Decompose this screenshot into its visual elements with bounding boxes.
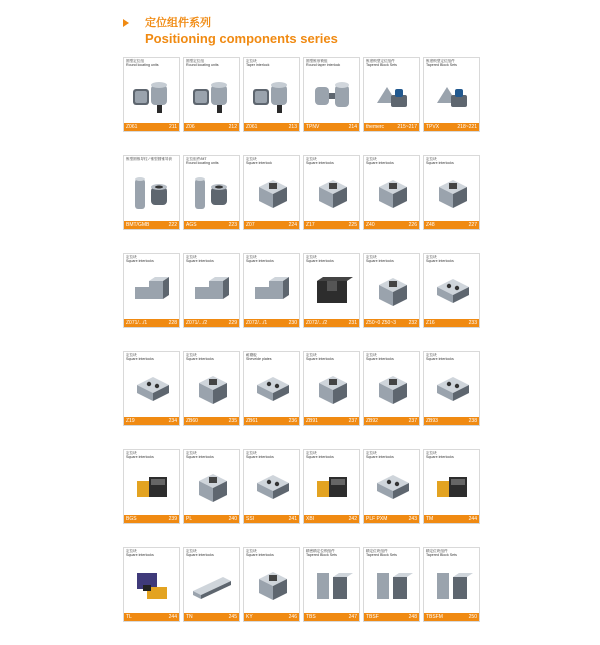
title-en: Positioning components series	[145, 31, 338, 46]
arrow-icon	[123, 19, 129, 27]
product-name-en: Square interlocks	[366, 455, 394, 460]
product-caption	[186, 353, 238, 361]
product-card[interactable]	[243, 57, 300, 132]
page-number: 239	[168, 516, 177, 522]
product-name-cn: 定位块	[126, 549, 137, 553]
plate-icon	[248, 364, 295, 416]
product-card[interactable]	[123, 547, 180, 622]
product-code-bar	[124, 417, 179, 425]
product-code: Z061	[126, 124, 138, 130]
plate-icon	[248, 462, 295, 514]
product-caption	[126, 451, 178, 459]
title-cn-text: 定位组件系列	[145, 17, 211, 29]
gold-block-icon	[308, 462, 355, 514]
block-icon	[368, 364, 415, 416]
product-name-cn: 定位块	[426, 353, 437, 357]
product-code-bar	[244, 613, 299, 621]
product-name-cn: 定位块	[246, 157, 257, 161]
product-card[interactable]	[423, 351, 480, 426]
product-name-cn: 定位块	[186, 353, 197, 357]
product-caption	[426, 451, 478, 459]
product-card[interactable]	[243, 449, 300, 524]
page-number: 229	[228, 320, 237, 326]
product-caption	[306, 353, 358, 361]
product-card[interactable]	[303, 547, 360, 622]
page-number: 214	[348, 124, 357, 130]
product-name-en: Square interlocks	[306, 455, 334, 460]
product-name-en: Square interlocks	[186, 357, 214, 362]
product-code: ZB92	[366, 418, 378, 424]
product-name-en: Sheveide plates	[246, 357, 272, 362]
product-card[interactable]	[363, 253, 420, 328]
product-card[interactable]	[423, 57, 480, 132]
product-name-en: Tapered Block Sets	[426, 63, 457, 68]
product-code: Z16	[426, 320, 435, 326]
page-number: 213	[288, 124, 297, 130]
product-code-bar	[364, 123, 419, 131]
product-code-bar	[424, 123, 479, 131]
product-name-cn: 圆型定位组	[126, 59, 144, 63]
page-number: 224	[288, 222, 297, 228]
product-caption	[366, 255, 418, 263]
round-pin-icon	[188, 70, 235, 122]
product-code-bar	[244, 515, 299, 523]
product-caption	[246, 549, 298, 557]
product-card[interactable]	[123, 449, 180, 524]
product-name-en: Square interlocks	[126, 553, 154, 558]
product-code-bar	[424, 417, 479, 425]
page-number: 238	[468, 418, 477, 424]
product-caption	[126, 255, 178, 263]
page-number: 241	[288, 516, 297, 522]
product-name-cn: 定位块	[426, 255, 437, 259]
product-code: Z50~0 Z50~3	[366, 320, 397, 326]
product-caption	[186, 59, 238, 67]
product-code-bar	[244, 319, 299, 327]
product-name-cn: 定位块	[306, 353, 317, 357]
product-row	[123, 253, 481, 328]
product-name-en: Round locating units	[126, 63, 159, 68]
product-name-cn: 定位块	[366, 255, 377, 259]
product-code: TM	[426, 516, 434, 522]
product-name-cn: 定位块	[366, 353, 377, 357]
purple-block-icon	[128, 560, 175, 612]
product-name-cn: 锥型圆锥导柱 / 锥型圆锥导套	[126, 157, 173, 161]
product-code-bar	[244, 417, 299, 425]
gold-block-icon	[428, 462, 475, 514]
product-code: Z061	[246, 124, 258, 130]
product-name-en: Square interlocks	[126, 259, 154, 264]
product-name-en: Square interlocks	[366, 357, 394, 362]
product-code-bar	[304, 221, 359, 229]
plate-icon	[128, 364, 175, 416]
block-icon	[368, 266, 415, 318]
product-name-cn: 定位块	[306, 451, 317, 455]
page-number: 242	[348, 516, 357, 522]
product-card[interactable]	[423, 449, 480, 524]
page-number: 248	[408, 614, 417, 620]
product-name-cn: 锥度锁型定位组件	[366, 59, 395, 63]
product-row	[123, 57, 481, 132]
product-code-bar	[424, 613, 479, 621]
page-number: 237	[348, 418, 357, 424]
product-code: PLF PXM	[366, 516, 388, 522]
page-number: 226	[408, 222, 417, 228]
product-card[interactable]	[363, 155, 420, 230]
product-code: ZB93	[426, 418, 438, 424]
product-code-bar	[364, 221, 419, 229]
cone-icon	[428, 70, 475, 122]
product-name-cn: 定位块	[126, 353, 137, 357]
product-name-en: Tapered Block Sets	[366, 553, 397, 558]
page-number: 233	[468, 320, 477, 326]
page-number: 228	[168, 320, 177, 326]
product-code-bar	[304, 319, 359, 327]
product-card[interactable]	[243, 547, 300, 622]
block-icon	[308, 168, 355, 220]
product-card[interactable]	[363, 449, 420, 524]
page-number: 235	[228, 418, 237, 424]
product-code: Z48	[426, 222, 435, 228]
product-name-en: Square interlocks	[426, 455, 454, 460]
product-row	[123, 351, 481, 426]
product-caption	[426, 157, 478, 165]
product-name-en: Square interlock	[246, 161, 272, 166]
product-name-en: Square interlocks	[426, 357, 454, 362]
page-number: 244	[468, 516, 477, 522]
product-name-cn: 定位块	[246, 255, 257, 259]
product-code-bar	[304, 123, 359, 131]
product-code-bar	[184, 221, 239, 229]
product-code: PL	[186, 516, 193, 522]
product-name-en: Square interlocks	[306, 357, 334, 362]
product-name-cn: 定位块	[366, 157, 377, 161]
product-name-en: Square interlocks	[246, 455, 274, 460]
product-name-en: Square interlocks	[126, 455, 154, 460]
product-card[interactable]	[303, 57, 360, 132]
product-name-en: Tapered Block Sets	[426, 553, 457, 558]
product-code-bar	[184, 319, 239, 327]
product-caption	[306, 451, 358, 459]
product-code: TPVX	[426, 124, 440, 130]
product-card[interactable]	[183, 351, 240, 426]
product-card[interactable]	[123, 57, 180, 132]
product-name-en: Round taper interlock	[306, 63, 341, 68]
product-code: Z17	[306, 222, 315, 228]
product-caption	[126, 549, 178, 557]
product-name-cn: 定位块	[426, 157, 437, 161]
product-code: BGS	[126, 516, 137, 522]
page-number: 212	[228, 124, 237, 130]
product-name-en: Square interlocks	[366, 161, 394, 166]
product-caption	[246, 157, 298, 165]
product-code: TPNV	[306, 124, 320, 130]
page-number: 250	[468, 614, 477, 620]
block-icon	[248, 168, 295, 220]
page-number: 247	[348, 614, 357, 620]
product-code-bar	[424, 221, 479, 229]
tall-block-icon	[368, 560, 415, 612]
page-number: 230	[288, 320, 297, 326]
product-name-cn: 耐磨板	[246, 353, 257, 357]
product-code-bar	[364, 515, 419, 523]
product-code: BMT/GMB	[126, 222, 150, 228]
product-caption	[246, 451, 298, 459]
product-name-en: Square interlocks	[306, 161, 334, 166]
product-code: ZB60	[186, 418, 198, 424]
product-card[interactable]	[183, 449, 240, 524]
product-caption	[246, 255, 298, 263]
page-number: 240	[228, 516, 237, 522]
product-card[interactable]	[123, 155, 180, 230]
product-caption	[126, 353, 178, 361]
product-caption	[366, 353, 418, 361]
round-lock-icon	[308, 70, 355, 122]
product-name-cn: 定位块	[186, 451, 197, 455]
title-cn	[123, 16, 338, 30]
page-header	[123, 16, 338, 47]
product-code: SSI	[246, 516, 255, 522]
tall-block-icon	[428, 560, 475, 612]
product-card[interactable]	[303, 351, 360, 426]
page-number: 223	[228, 222, 237, 228]
product-code-bar	[124, 613, 179, 621]
product-card[interactable]	[363, 547, 420, 622]
product-caption	[366, 157, 418, 165]
product-code: Z40	[366, 222, 375, 228]
product-code-bar	[124, 221, 179, 229]
product-row	[123, 547, 481, 622]
product-code-bar	[424, 515, 479, 523]
product-name-cn: 定位块	[246, 451, 257, 455]
product-code-bar	[304, 417, 359, 425]
block-icon	[248, 560, 295, 612]
product-code-bar	[184, 613, 239, 621]
product-name-en: Square interlocks	[246, 553, 274, 558]
page-number: 244	[168, 614, 177, 620]
product-name-cn: 定位块	[306, 255, 317, 259]
step-block-icon	[128, 266, 175, 318]
product-card[interactable]	[303, 449, 360, 524]
product-card[interactable]	[423, 253, 480, 328]
product-code-bar	[364, 613, 419, 621]
product-code: TL	[126, 614, 132, 620]
gold-block-icon	[128, 462, 175, 514]
product-code: Z06	[186, 124, 195, 130]
product-card[interactable]	[183, 253, 240, 328]
product-code-bar	[124, 123, 179, 131]
page-number: 245	[228, 614, 237, 620]
product-code: KY	[246, 614, 253, 620]
tall-block-icon	[308, 560, 355, 612]
product-caption	[186, 157, 238, 165]
product-name-en: Square interlocks	[246, 259, 274, 264]
product-name-cn: 精密精定位锁组件	[306, 549, 335, 553]
product-card[interactable]	[243, 253, 300, 328]
product-caption	[366, 549, 418, 557]
plate-icon	[428, 266, 475, 318]
product-name-cn: 定位块	[126, 255, 137, 259]
product-name-cn: 圆型锥形锁组	[306, 59, 328, 63]
product-name-en: Square interlocks	[186, 259, 214, 264]
page-number: 218~221	[457, 124, 477, 130]
product-caption	[186, 255, 238, 263]
product-name-en: Square interlocks	[306, 259, 334, 264]
product-caption	[306, 157, 358, 165]
product-code: TBS	[306, 614, 316, 620]
product-code-bar	[424, 319, 479, 327]
page-number: 246	[288, 614, 297, 620]
step-block-icon	[188, 266, 235, 318]
plate-icon	[368, 462, 415, 514]
product-card[interactable]	[363, 351, 420, 426]
product-card[interactable]	[243, 351, 300, 426]
product-code-bar	[124, 515, 179, 523]
page-number: 237	[408, 418, 417, 424]
page-number: 234	[168, 418, 177, 424]
product-card[interactable]	[423, 547, 480, 622]
product-grid	[123, 57, 481, 645]
product-code: TBSFM	[426, 614, 443, 620]
page-number: 222	[168, 222, 177, 228]
product-name-cn: 锥度锁型定位组件	[426, 59, 455, 63]
product-card[interactable]	[303, 253, 360, 328]
product-name-en: Square interlocks	[186, 553, 214, 558]
product-name-cn: 精定位块组件	[426, 549, 448, 553]
product-caption	[186, 549, 238, 557]
product-code-bar	[184, 417, 239, 425]
page-number: 225	[348, 222, 357, 228]
product-card[interactable]	[183, 57, 240, 132]
product-name-cn: 定位块	[246, 549, 257, 553]
product-card[interactable]	[303, 155, 360, 230]
product-caption	[306, 549, 358, 557]
product-code: Z072/.../2	[306, 320, 328, 326]
product-caption	[366, 59, 418, 67]
round-pin-icon	[128, 70, 175, 122]
cone-icon	[368, 70, 415, 122]
product-code: AGS	[186, 222, 197, 228]
plate-icon	[428, 364, 475, 416]
product-code-bar	[184, 123, 239, 131]
product-name-cn: 定位块	[246, 59, 257, 63]
product-card[interactable]	[183, 155, 240, 230]
product-caption	[366, 451, 418, 459]
product-caption	[426, 255, 478, 263]
product-name-cn: 定位组件/MT	[186, 157, 207, 161]
step-block-icon	[248, 266, 295, 318]
product-card[interactable]	[363, 57, 420, 132]
dark-block-icon	[308, 266, 355, 318]
page-number: 211	[169, 124, 177, 130]
product-code-bar	[244, 221, 299, 229]
product-caption	[246, 59, 298, 67]
product-name-cn: 定位块	[126, 451, 137, 455]
product-name-en: Square interlocks	[126, 357, 154, 362]
product-name-en: Taper interlock	[246, 63, 270, 68]
bush-icon	[128, 168, 175, 220]
product-code: ZB61	[246, 418, 258, 424]
product-code: themerc	[366, 124, 385, 130]
product-code-bar	[124, 319, 179, 327]
product-code-bar	[184, 515, 239, 523]
bush-icon	[188, 168, 235, 220]
product-row	[123, 155, 481, 230]
product-caption	[186, 451, 238, 459]
block-icon	[188, 364, 235, 416]
product-code-bar	[244, 123, 299, 131]
product-card[interactable]	[243, 155, 300, 230]
product-caption	[426, 549, 478, 557]
product-name-en: Tapered Block Sets	[306, 553, 337, 558]
product-code-bar	[304, 515, 359, 523]
product-caption	[426, 59, 478, 67]
product-row	[123, 449, 481, 524]
product-name-cn: 定位块	[186, 255, 197, 259]
product-code: Z07	[246, 222, 255, 228]
product-name-cn: 定位块	[426, 451, 437, 455]
page-number: 243	[408, 516, 417, 522]
page-number: 227	[468, 222, 477, 228]
product-name-cn: 定位块	[186, 549, 197, 553]
product-caption	[306, 255, 358, 263]
product-card[interactable]	[123, 351, 180, 426]
product-name-cn: 定位块	[306, 157, 317, 161]
product-name-cn: 精定位块组件	[366, 549, 388, 553]
product-name-en: Tapered Block Sets	[366, 63, 397, 68]
product-code: Z072/.../1	[246, 320, 268, 326]
product-card[interactable]	[183, 547, 240, 622]
product-caption	[126, 157, 178, 161]
product-card[interactable]	[123, 253, 180, 328]
product-code: Z071/.../1	[126, 320, 148, 326]
product-code: Z19	[126, 418, 135, 424]
product-name-en: Square interlocks	[366, 259, 394, 264]
product-code: ZB91	[306, 418, 318, 424]
product-caption	[306, 59, 358, 67]
block-icon	[188, 462, 235, 514]
page-number: 236	[288, 418, 297, 424]
block-icon	[308, 364, 355, 416]
product-name-en: Square interlocks	[426, 259, 454, 264]
product-name-cn: 圆型定位组	[186, 59, 204, 63]
product-code: XBI	[306, 516, 315, 522]
product-caption	[426, 353, 478, 361]
product-code: TBSF	[366, 614, 379, 620]
product-code: TN	[186, 614, 193, 620]
page-number: 215~217	[397, 124, 417, 130]
product-name-cn: 定位块	[366, 451, 377, 455]
page-number: 231	[348, 320, 357, 326]
block-icon	[368, 168, 415, 220]
round-pin-icon	[248, 70, 295, 122]
product-code-bar	[304, 613, 359, 621]
product-name-en: Round locating units	[186, 161, 219, 166]
product-caption	[126, 59, 178, 67]
page-number: 232	[408, 320, 417, 326]
block-icon	[428, 168, 475, 220]
product-name-en: Square interlocks	[186, 455, 214, 460]
product-caption	[246, 353, 298, 361]
product-code-bar	[364, 319, 419, 327]
product-card[interactable]	[423, 155, 480, 230]
product-code-bar	[364, 417, 419, 425]
product-name-en: Square interlocks	[426, 161, 454, 166]
product-code: Z071/.../2	[186, 320, 208, 326]
product-name-en: Round locating units	[186, 63, 219, 68]
rail-icon	[188, 560, 235, 612]
